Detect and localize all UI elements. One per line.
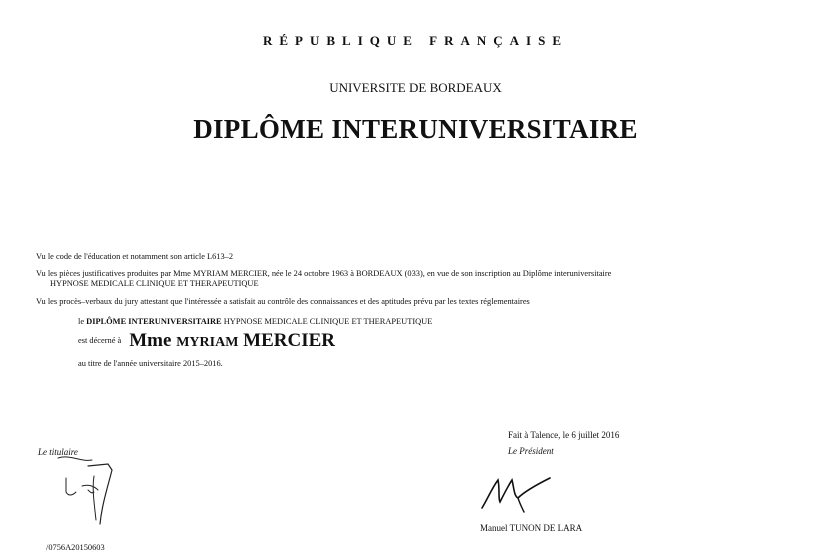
president-signature: [478, 468, 558, 513]
supporting-documents-line-continued: HYPNOSE MEDICALE CLINIQUE ET THERAPEUTIQUE: [50, 279, 259, 288]
university-name: UNIVERSITE DE BORDEAUX: [329, 80, 502, 95]
holder-signature: [58, 446, 128, 528]
diploma-name: DIPLÔME INTERUNIVERSITAIRE: [86, 317, 222, 326]
supporting-documents-line: Vu les pièces justificatives produites par Mme MYRIAM MERCIER, née le 24 octobre 1963 à BORDEAUX (033), en vue de son inscription au Diplôme interuniversitaire: [36, 269, 612, 278]
diploma-specialty: HYPNOSE MEDICALE CLINIQUE ET THERAPEUTIQUE: [223, 317, 433, 326]
recipient-name: [129, 330, 335, 351]
recipient-last-name: MERCIER: [243, 330, 336, 351]
jury-minutes-line: Vu les procès–verbaux du jury attestant que l'intéressée a satisfait au contrôle des connaissances et des aptitudes prévu par les textes réglementaires: [36, 297, 530, 306]
recipient-title: Mme: [129, 330, 172, 351]
president-title: Le Président: [508, 446, 554, 456]
president-name: Manuel TUNON DE LARA: [480, 523, 583, 533]
holder-label: Le titulaire: [38, 447, 78, 457]
document-reference: /0756A20150603: [46, 543, 105, 552]
legal-basis-line: Vu le code de l'éducation et notamment son article L613–2: [36, 252, 234, 261]
recipient-first-name: MYRIAM: [176, 335, 239, 350]
republic-heading: RÉPUBLIQUE FRANÇAISE: [262, 33, 569, 48]
awarded-line: [78, 330, 335, 352]
place-date: Fait à Talence, le 6 juillet 2016: [508, 430, 620, 440]
academic-year-line: au titre de l'année universitaire 2015–2016.: [78, 359, 223, 368]
diploma-prefix: le: [78, 317, 85, 326]
diploma-line: [78, 317, 432, 327]
diploma-title: DIPLÔME INTERUNIVERSITAIRE: [193, 114, 638, 144]
awarded-label: est décerné à: [78, 336, 122, 345]
